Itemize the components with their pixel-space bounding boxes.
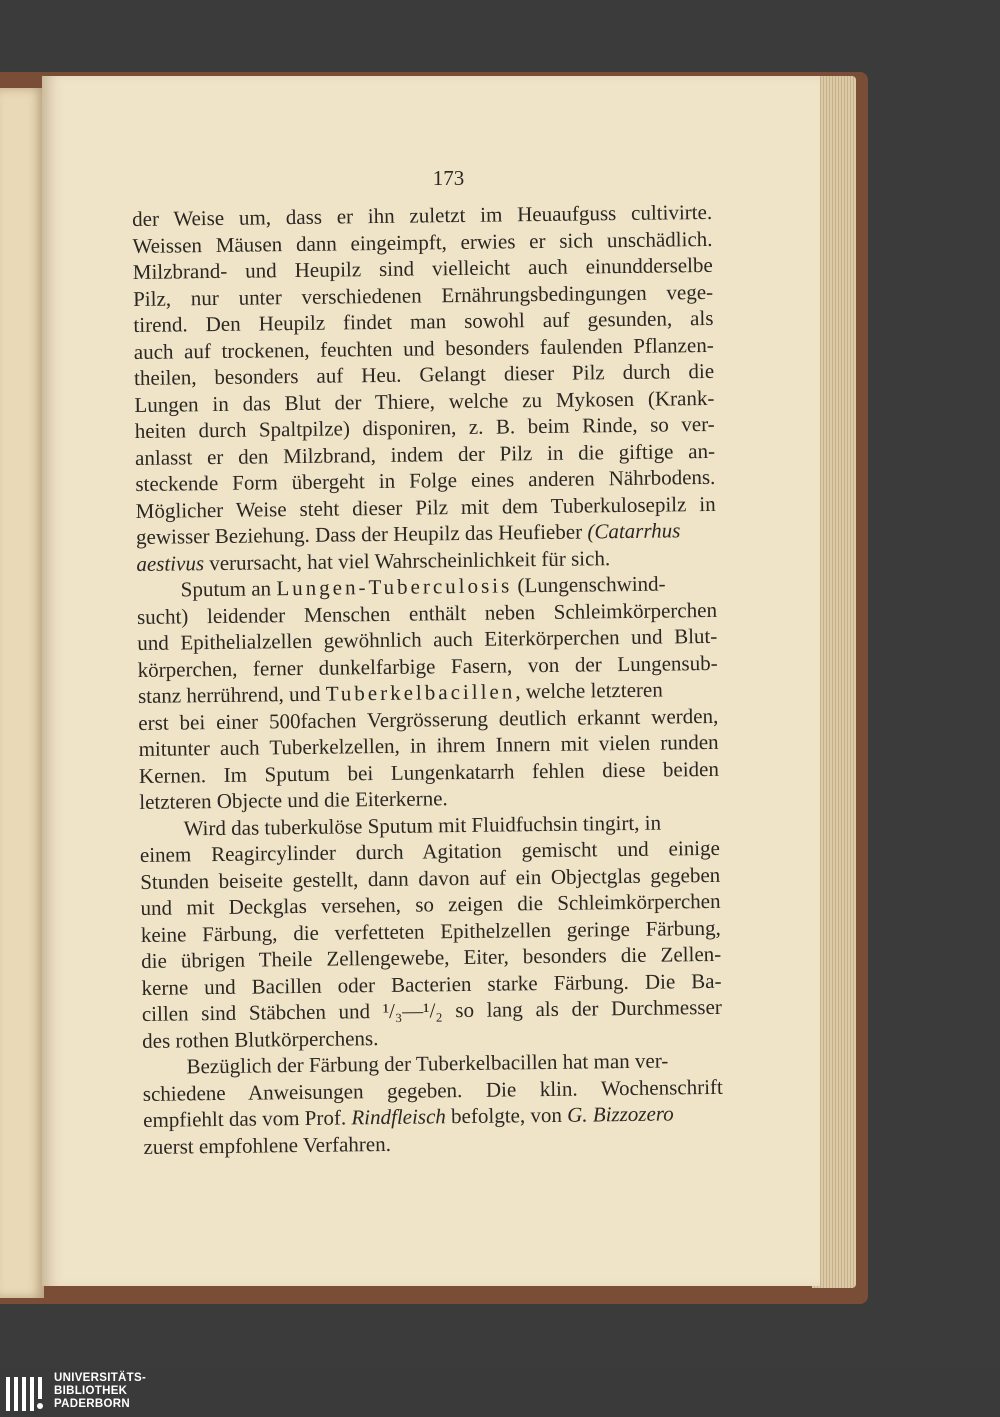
text-line: tirend. Den Heupilz findet man sowohl auf gesunden, als — [133, 305, 714, 337]
text-line: Lungen in das Blut der Thiere, welche zu Mykosen (Krank- — [134, 385, 715, 417]
text-line: cillen sind Stäbchen und ¹/₃—¹/₂ so lang als der Durchmesser — [141, 994, 722, 1026]
library-name-line: UNIVERSITÄTS- — [54, 1372, 147, 1384]
text-line: die übrigen Theile Zellengewebe, Eiter, besonders die Zellen- — [141, 941, 722, 973]
text-line: Bezüglich der Färbung der Tuberkelbacillen hat man ver- — [186, 1048, 669, 1079]
text-line: Wird das tuberkulöse Sputum mit Fluidfuchsin tingirt, in — [183, 810, 662, 840]
text-line: zuerst empfohlene Verfahren. — [143, 1131, 392, 1159]
page-text — [132, 199, 724, 1160]
text-line: theilen, besonders auf Heu. Gelangt dieser Pilz durch die — [133, 358, 715, 390]
text-line: Stunden beiseite gestellt, dann davon auf ein Objectglas gegeben — [140, 862, 721, 894]
text-run: Sputum an — [180, 576, 277, 602]
text-line: heiten durch Spaltpilze) disponiren, z. B. beim Rinde, so ver- — [134, 411, 715, 443]
text-line: letzteren Objecte und die Eiterkerne. — [139, 786, 448, 814]
text-line: anlasst er den Milzbrand, indem der Pilz in die giftige an- — [134, 438, 716, 470]
library-name-line: PADERBORN — [54, 1398, 130, 1410]
text-line: mitunter auch Tuberkelzellen, in ihrem Innern mit vielen runden — [138, 729, 719, 761]
text-line: schiedene Anweisungen gegeben. Die klin. Wochenschrift — [142, 1074, 723, 1106]
text-line: des rothen Blutkörperchens. — [142, 1025, 379, 1053]
text-run: , welche letzteren — [515, 677, 663, 704]
text-run: (Lungenschwind- — [512, 571, 666, 598]
text-line: steckende Form übergeht in Folge eines anderen Nährbodens. — [135, 464, 716, 496]
library-name — [54, 1372, 146, 1411]
spaced-term: Tuberkelbacillen — [325, 679, 516, 706]
text-line: erst bei einer 500fachen Vergrösserung deutlich erkannt werden, — [138, 703, 719, 735]
library-logo-icon — [6, 1371, 48, 1413]
italic-term: Rindfleisch — [351, 1104, 446, 1130]
text-line: körperchen, ferner dunkelfarbige Fasern, von der Lungensub- — [137, 650, 718, 682]
spaced-term: Lungen-Tuberculosis — [276, 573, 513, 601]
text-line: Pilz, nur unter verschiedenen Ernährungsbedingungen vege- — [132, 279, 714, 311]
text-line: und mit Deckglas versehen, so zeigen die Schleimkörperchen — [140, 888, 721, 920]
text-run: empfiehlt das vom Prof. — [143, 1105, 352, 1132]
left-page-edge — [0, 88, 44, 1298]
text-run: stanz herrührend, und — [137, 681, 326, 708]
book-page — [42, 76, 820, 1286]
text-line: Möglicher Weise steht dieser Pilz mit dem Tuberkulosepilz in — [135, 491, 716, 523]
text-line: Weissen Mäusen dann eingeimpft, erwies er sich unschädlich. — [132, 226, 713, 258]
text-line: einem Reagircylinder durch Agitation gemischt und einige — [139, 835, 721, 867]
library-name-line: BIBLIOTHEK — [54, 1385, 128, 1397]
italic-term: aestivus — [136, 550, 205, 576]
text-line: der Weise um, dass er ihn zuletzt im Heuaufguss cultivirte. — [132, 199, 713, 231]
italic-term: (Catarrhus — [587, 518, 681, 544]
text-line: und Epithelialzellen gewöhnlich auch Eiterkörperchen und Blut- — [137, 623, 718, 655]
text-line: auch auf trockenen, feuchten und besonders faulenden Pflanzen- — [133, 332, 714, 364]
footer-bar — [0, 1367, 1000, 1417]
text-run: gewisser Beziehung. Dass der Heupilz das Heufieber — [135, 519, 588, 549]
text-line: Milzbrand- und Heupilz sind vielleicht auch einundderselbe — [132, 252, 713, 284]
page-number: 173 — [432, 166, 465, 190]
text-line: sucht) leidender Menschen enthält neben Schleimkörperchen — [136, 597, 718, 629]
text-line: Kernen. Im Sputum bei Lungenkatarrh fehlen diese beiden — [138, 756, 720, 788]
text-run: verursacht, hat viel Wahrscheinlichkeit für sich. — [203, 545, 611, 575]
text-line: kerne und Bacillen oder Bacterien starke Färbung. Die Ba- — [141, 968, 722, 1000]
text-run: befolgte, von — [445, 1102, 568, 1129]
italic-term: G. Bizzozero — [567, 1101, 674, 1127]
text-line: keine Färbung, die verfetteten Epithelzellen geringe Färbung, — [140, 915, 722, 947]
